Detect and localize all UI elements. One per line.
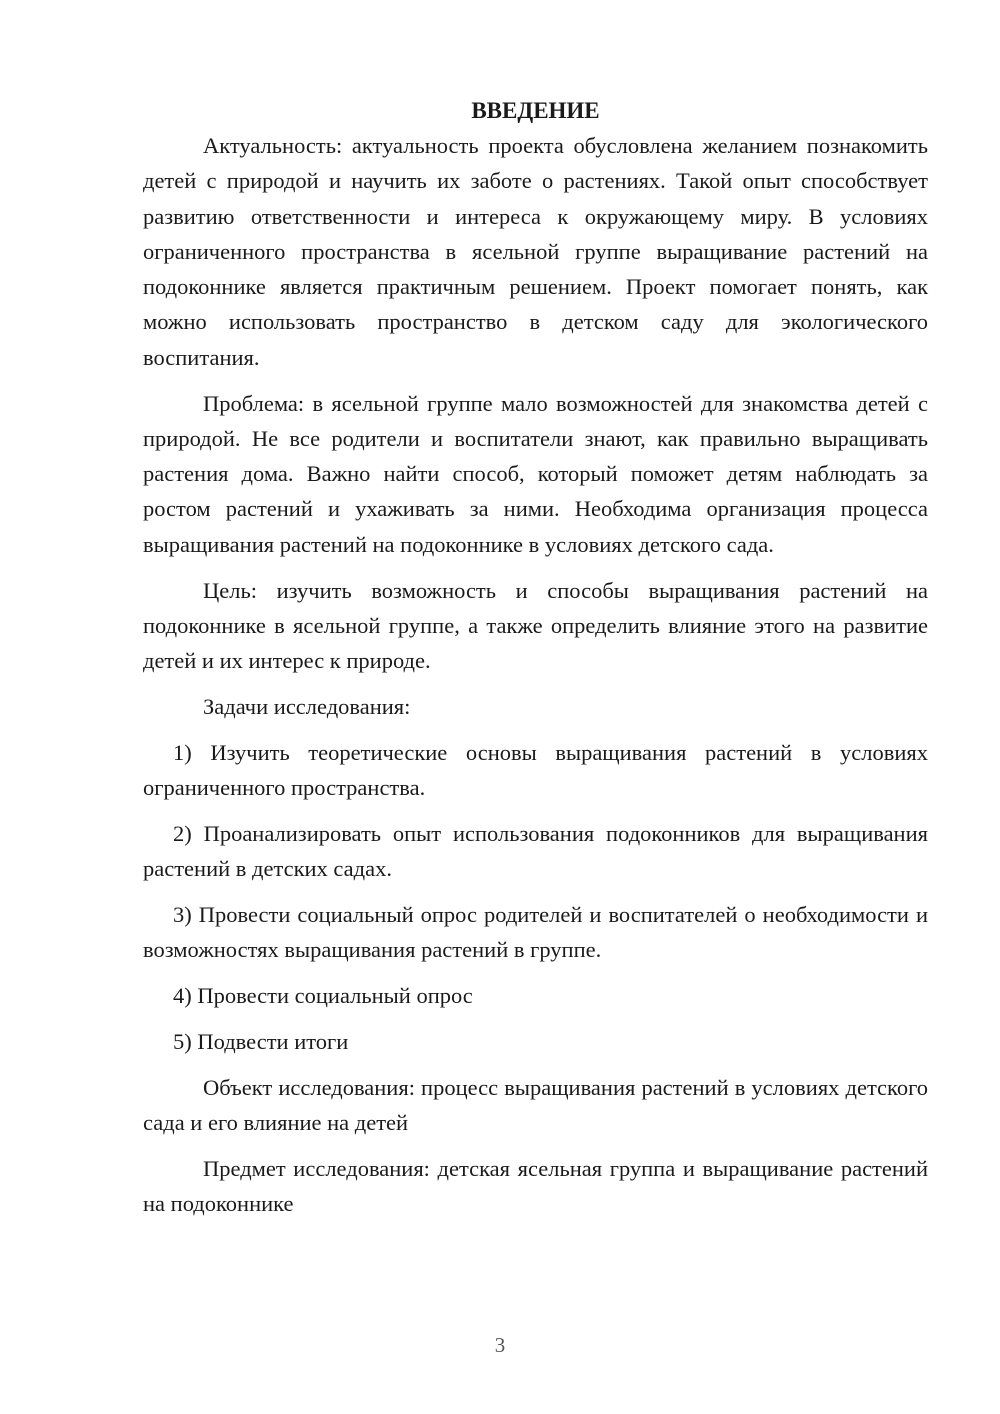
task-item: 2) Проанализировать опыт использования подоконников для выращивания растений в детских садах.	[143, 820, 928, 882]
task-item: 5) Подвести итоги	[173, 1028, 349, 1054]
task-item: 1) Изучить теоретические основы выращивания растений в условиях ограниченного пространства.	[143, 739, 928, 801]
object-paragraph: Объект исследования: процесс выращивания растений в условиях детского сада и его влияние на детей	[143, 1074, 928, 1135]
problem-paragraph: Проблема: в ясельной группе мало возможностей для знакомства детей с природой. Не все родители и воспитатели знают, как правильно выращивать растения дома. Важно найти способ, который поможет детям наблюдать за ростом растений и ухаживать за ними. Необходима организация процесса выращивания растений на подоконнике в условиях детского сада.	[143, 390, 928, 557]
document-page	[143, 96, 928, 1232]
page-number: 3	[494, 1333, 506, 1357]
relevance-paragraph: Актуальность: актуальность проекта обусловлена желанием познакомить детей с природой и научить их заботе о растениях. Такой опыт способствует развитию ответственности и интереса к окружающему миру. В условиях ограниченного пространства в ясельной группе выращивание растений на подоконнике является практичным решением. Проект помогает понять, как можно использовать пространство в детском саду для экологического воспитания.	[143, 133, 928, 370]
tasks-list	[143, 735, 928, 1059]
goal-paragraph: Цель: изучить возможность и способы выращивания растений на подоконнике в ясельной группе, а также определить влияние этого на развитие детей и их интерес к природе.	[143, 577, 928, 674]
task-item: 4) Провести социальный опрос	[173, 983, 473, 1009]
page-title: ВВЕДЕНИЕ	[471, 98, 600, 123]
tasks-title: Задачи исследования:	[203, 693, 411, 719]
task-item: 3) Провести социальный опрос родителей и воспитателей о необходимости и возможностях выращивания растений в группе.	[143, 901, 928, 963]
subject-paragraph: Предмет исследования: детская ясельная группа и выращивание растений на подоконнике	[143, 1155, 928, 1217]
